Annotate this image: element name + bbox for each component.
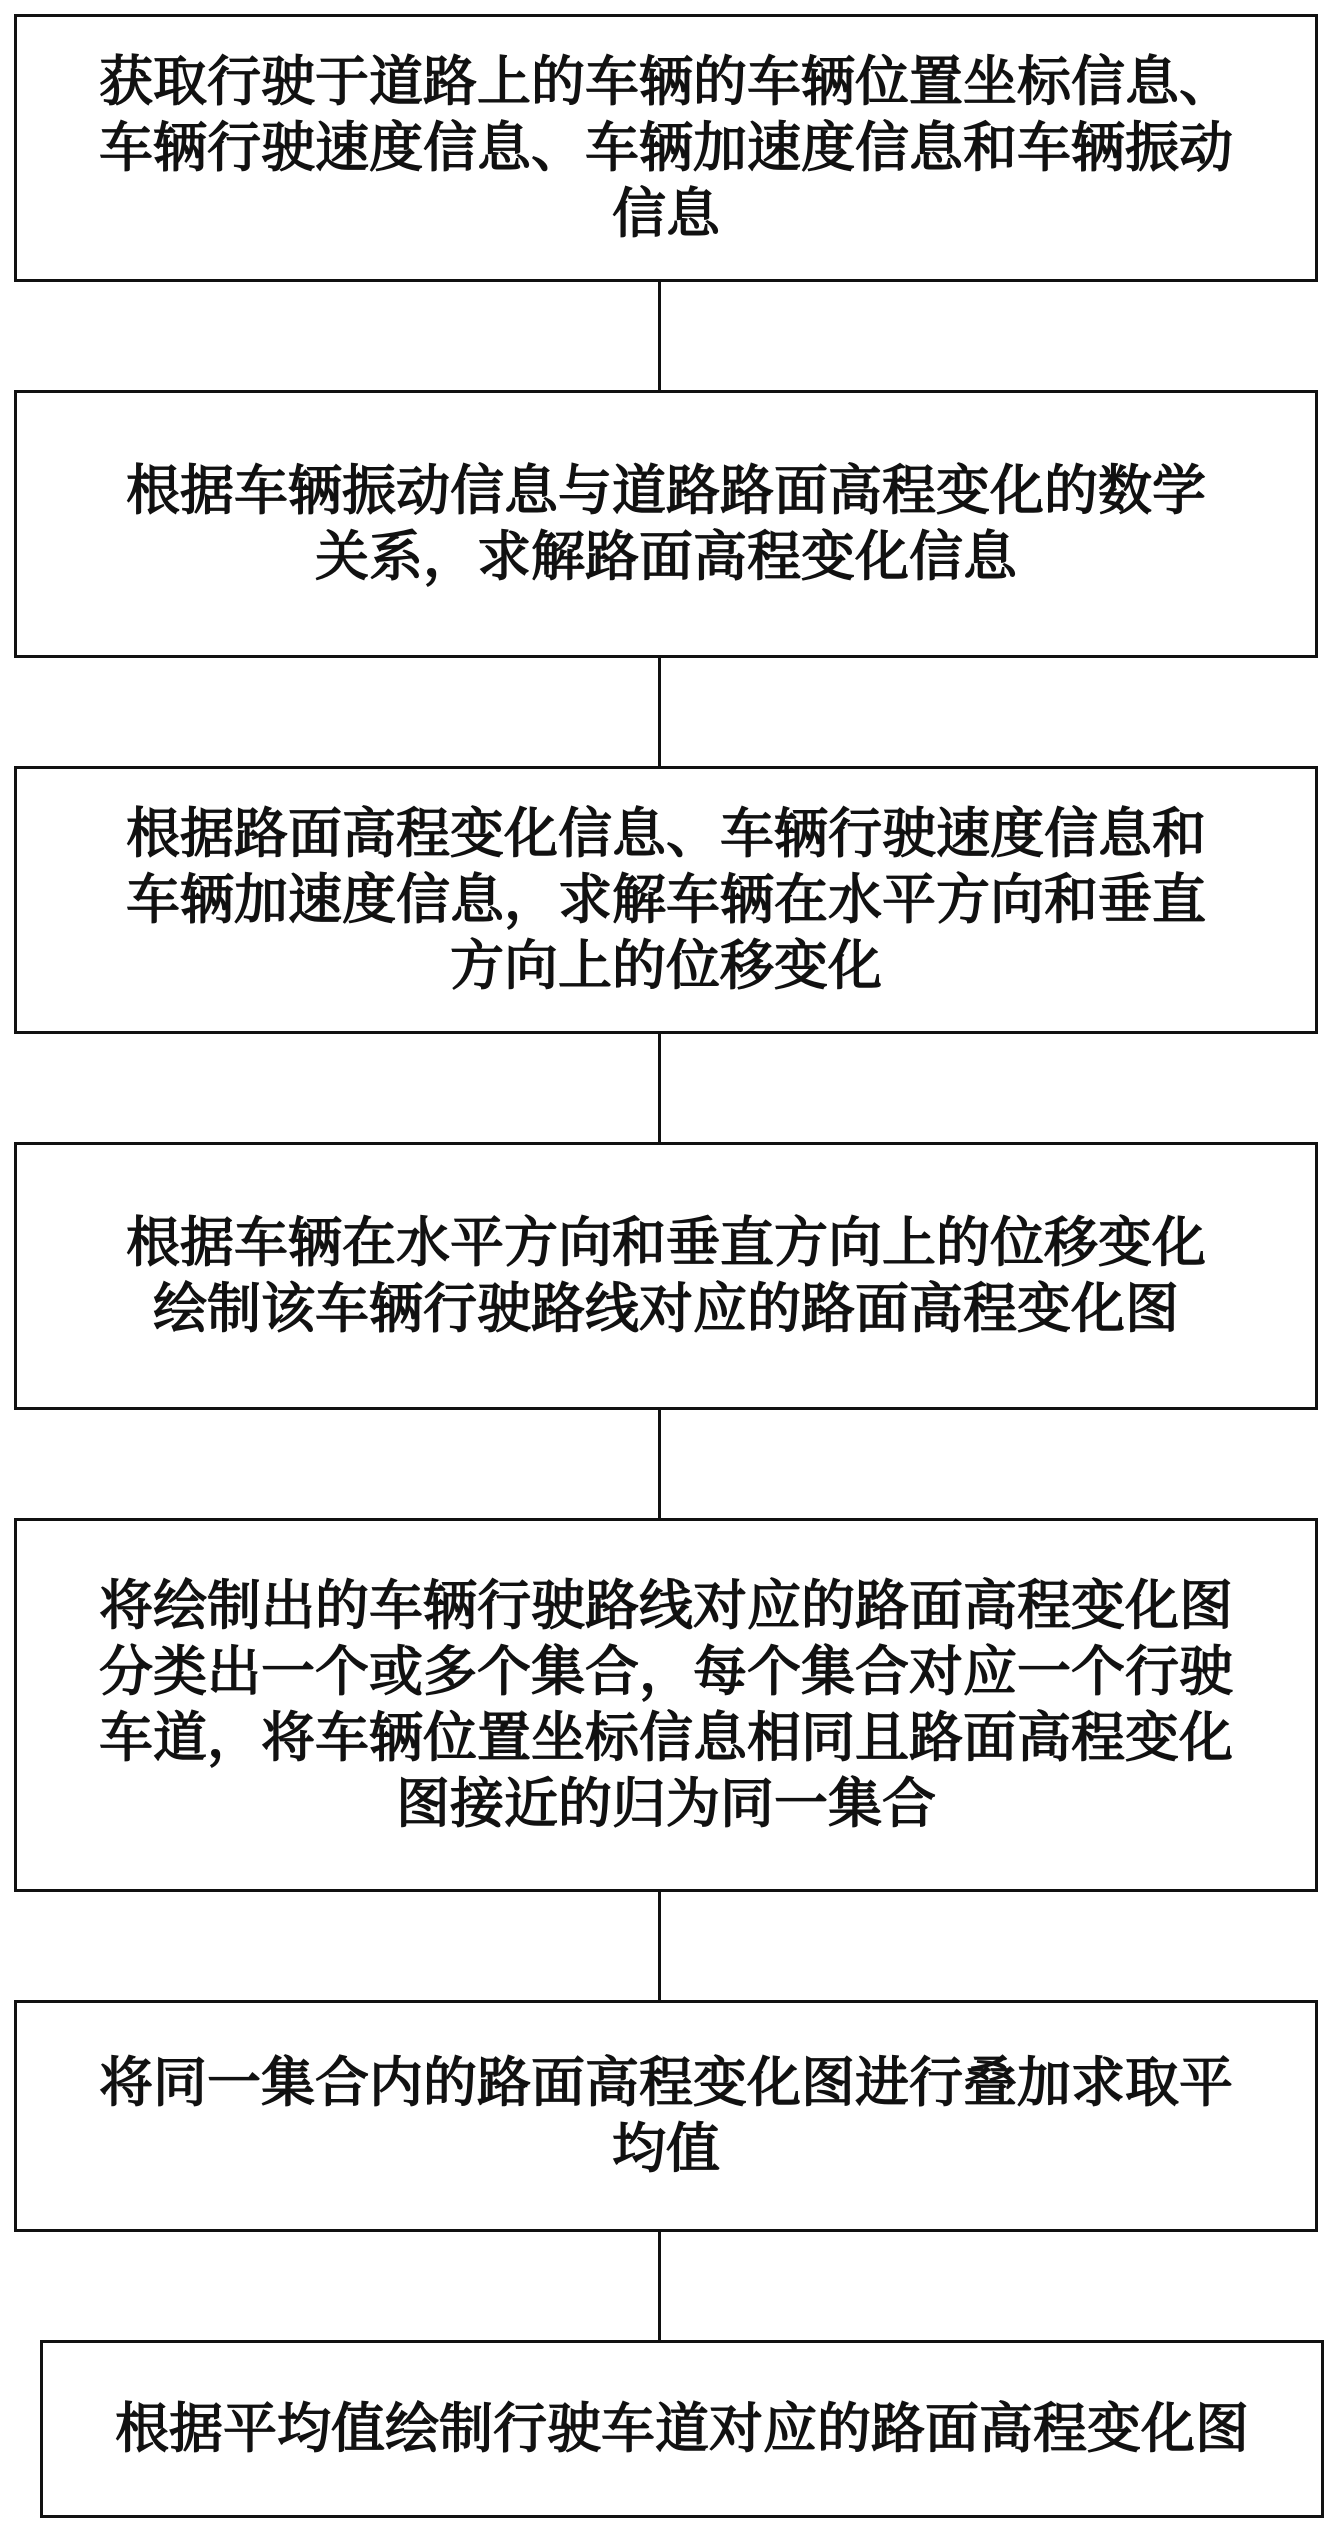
flow-step-3-text: 根据路面高程变化信息、车辆行驶速度信息和 车辆加速度信息，求解车辆在水平方向和垂直 方向上的位移变化 — [126, 802, 1206, 997]
flow-step-6-text: 将同一集合内的路面高程变化图进行叠加求取平 均值 — [99, 2051, 1233, 2180]
flow-connector-3 — [658, 1034, 661, 1142]
flow-step-7-text: 根据平均值绘制行驶车道对应的路面高程变化图 — [115, 2397, 1249, 2461]
flow-connector-2 — [658, 658, 661, 766]
flow-step-1 — [14, 14, 1318, 282]
flow-step-2 — [14, 390, 1318, 658]
flow-step-4-text: 根据车辆在水平方向和垂直方向上的位移变化 绘制该车辆行驶路线对应的路面高程变化图 — [126, 1211, 1206, 1340]
flow-step-7 — [40, 2340, 1324, 2518]
flow-step-1-text: 获取行驶于道路上的车辆的车辆位置坐标信息、 车辆行驶速度信息、车辆加速度信息和车辆振动 信息 — [99, 50, 1233, 245]
flow-connector-1 — [658, 282, 661, 390]
flow-step-5 — [14, 1518, 1318, 1892]
flow-step-2-text: 根据车辆振动信息与道路路面高程变化的数学 关系，求解路面高程变化信息 — [126, 459, 1206, 588]
flow-step-6 — [14, 2000, 1318, 2232]
flow-step-3 — [14, 766, 1318, 1034]
flow-step-4 — [14, 1142, 1318, 1410]
flow-connector-5 — [658, 1892, 661, 2000]
flow-step-5-text: 将绘制出的车辆行驶路线对应的路面高程变化图 分类出一个或多个集合，每个集合对应一个行驶 车道，将车辆位置坐标信息相同且路面高程变化 图接近的归为同一集合 — [99, 1574, 1233, 1835]
flow-connector-4 — [658, 1410, 661, 1518]
flow-connector-6 — [658, 2232, 661, 2340]
